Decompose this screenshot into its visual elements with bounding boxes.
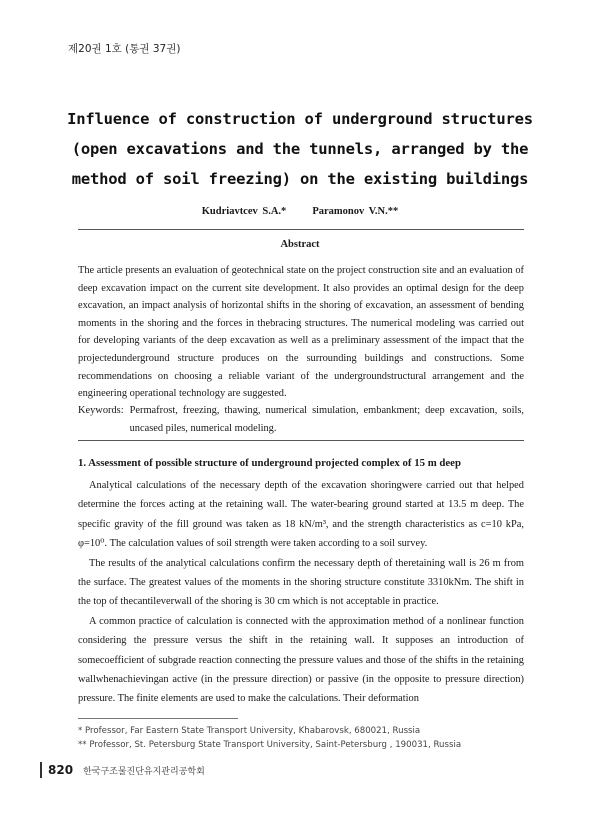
abstract-bottom-rule (78, 440, 524, 441)
footer-bar (40, 762, 42, 778)
title-line: Influence of construction of underground structures (67, 110, 533, 128)
page-number: 820 (48, 763, 74, 777)
body-paragraph: A common practice of calculation is connected with the approximation method of a nonlinear function considering the pressure versus the shift in the retaining wall. It supposes an introduction of somecoefficient of subgrade reaction connecting the pressure values and those of the shifts in the retaining wallwhenachievingan active (in the pressure direction) or passive (in the opposite to pressure direction) pressure. The finite elements are used to make the calculations. Their deformation (78, 615, 524, 705)
body-paragraph: Analytical calculations of the necessary depth of the excavation shoringwere carried out that helped determine the forces acting at the retaining wall. The water-bearing ground started at 13.5 m deep. The specific gravity of the fill ground was taken as 18 kN/m³, and the strength characteristics as c=10 kPa, φ=10⁰. The calculation values of soil strength were taken according to a soil survey. (78, 480, 524, 550)
title-line: method of soil freezing) on the existing buildings (71, 170, 529, 188)
section-heading: 1. Assessment of possible structure of underground projected complex of 15 m deep (78, 457, 461, 469)
abstract-heading: Abstract (280, 239, 320, 250)
footnote: * Professor, Far Eastern State Transport University, Khabarovsk, 680021, Russia (78, 726, 421, 736)
footnote-rule (78, 718, 238, 719)
keywords (78, 402, 524, 437)
keywords-label: Keywords: (78, 405, 124, 416)
abstract-top-rule (78, 229, 524, 230)
title-line: (open excavations and the tunnels, arranged by the (71, 140, 529, 158)
body-text (78, 476, 524, 709)
abstract-text: The article presents an evaluation of geotechnical state on the project construction site and an evaluation of deep excavation impact on the current site development. It also provides an optimal design for the deep excavation, an impact analysis of horizontal shifts in the shoring of excavation, an assessment of bending moments in the shoring and the forces in thebracing structures. The numerical modeling was carried out for developing variants of the deep excavation as well as a preliminary assessment of the impact that the projectedunderground structure produces on the surrounding buildings and constructions. Some recommendations on choosing a reliable variant of the undergroundstructural arrangement and the engineering operational technology are suggested. (78, 265, 524, 400)
journal-name: 한국구조물진단유지관리공학회 (83, 766, 205, 777)
running-head: 제20권 1호 (통권 37권) (68, 43, 181, 55)
footnote: ** Professor, St. Petersburg State Transport University, Saint-Petersburg , 190031, Russia (78, 740, 462, 750)
page-footer (40, 762, 205, 778)
paper-title (60, 104, 540, 194)
keywords-text: Permafrost, freezing, thawing, numerical simulation, embankment; deep excavation, soils, uncased piles, numerical modeling. (129, 405, 524, 434)
author-list (0, 206, 600, 217)
author-name: Paramonov V.N.** (312, 206, 399, 217)
footnotes (78, 724, 524, 752)
body-paragraph: The results of the analytical calculations confirm the necessary depth of theretaining wall is 26 m from the surface. The greatest values of the moments in the shoring structure constitute 3310kNm. The shift in the top of thecantileverwall of the shoring is 30 cm which is not acceptable in practice. (78, 557, 524, 608)
author-name: Kudriavtcev S.A.* (201, 206, 287, 217)
